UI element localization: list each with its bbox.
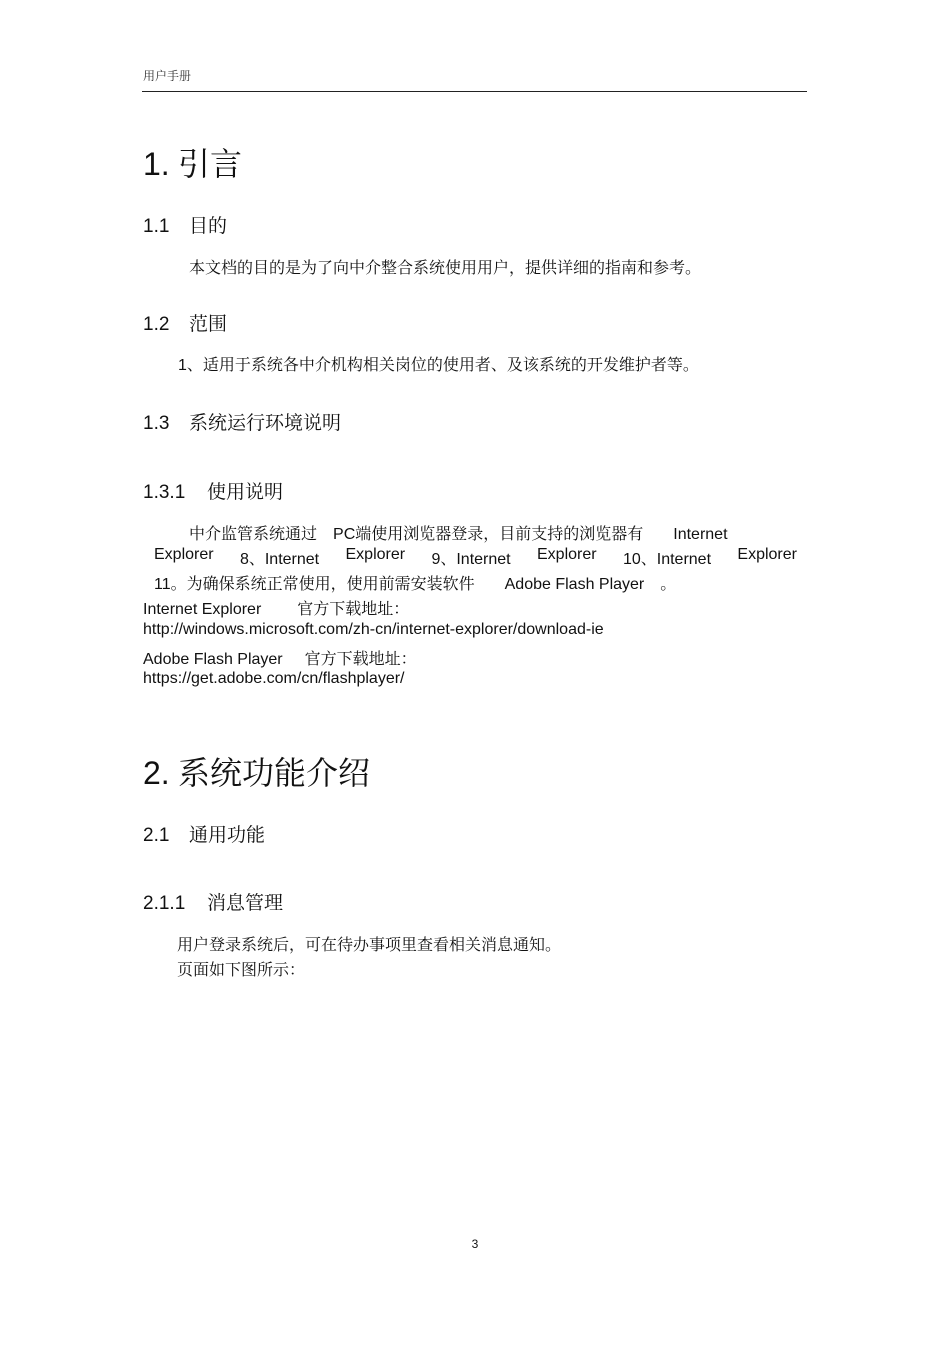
- heading-number: 2.1: [143, 825, 170, 846]
- heading-number: 1.2: [143, 314, 170, 335]
- page-number: 3: [471, 1237, 479, 1251]
- text-run: 8、Internet: [239, 551, 320, 568]
- heading-1-1: [143, 211, 227, 238]
- text-run: Adobe Flash Player: [143, 651, 283, 668]
- flash-download-link[interactable]: https://get.adobe.com/cn/flashplayer/: [143, 670, 405, 687]
- usage-line-2: [154, 546, 797, 569]
- paragraph-purpose: 本文档的目的是为了向中介整合系统使用用户，提供详细的指南和参考。: [189, 260, 702, 277]
- text-run: 10、Internet: [622, 551, 712, 568]
- text-run: Explorer: [737, 546, 797, 563]
- header-divider: [142, 91, 807, 92]
- heading-title: 系统功能介绍: [178, 755, 371, 791]
- text-run: Explorer: [537, 546, 597, 563]
- text-run: 中介监管系统通过: [189, 526, 318, 543]
- text-run: Adobe Flash Player: [504, 576, 645, 593]
- heading-2-1-1: [143, 888, 283, 915]
- heading-title: 目的: [189, 216, 228, 237]
- heading-number: 1.: [143, 146, 170, 182]
- heading-title: 通用功能: [189, 825, 266, 846]
- heading-2: [143, 748, 370, 794]
- heading-number: 1.3: [143, 413, 170, 434]
- heading-title: 使用说明: [207, 482, 284, 503]
- heading-number: 1.3.1: [143, 482, 186, 503]
- flash-download-label: [143, 646, 417, 669]
- paragraph-message-1: 用户登录系统后，可在待办事项里查看相关消息通知。: [177, 937, 562, 954]
- paragraph-scope: 1、适用于系统各中介机构相关岗位的使用者、及该系统的开发维护者等。: [178, 357, 699, 374]
- text-run: 官方下载地址：: [304, 651, 417, 668]
- heading-title: 消息管理: [207, 893, 284, 914]
- paragraph-message-2: 页面如下图所示：: [177, 962, 306, 979]
- usage-line-1: [189, 521, 728, 544]
- heading-1: [143, 139, 242, 185]
- text-run: Explorer: [345, 546, 406, 563]
- text-run: Explorer: [154, 546, 214, 563]
- heading-1-2: [143, 309, 227, 336]
- ie-download-link[interactable]: http://windows.microsoft.com/zh-cn/internet-explorer/download-ie: [143, 621, 604, 638]
- text-run: 11。为确保系统正常使用，使用前需安装软件: [154, 576, 475, 593]
- heading-number: 2.1.1: [143, 893, 186, 914]
- text-run: Internet Explorer: [143, 601, 262, 618]
- heading-1-3-1: [143, 477, 283, 504]
- heading-1-3: [143, 408, 341, 435]
- ie-download-label: [143, 596, 409, 619]
- usage-line-3: [154, 571, 676, 594]
- text-run: PC端使用浏览器登录，目前支持的浏览器有: [333, 526, 644, 543]
- heading-title: 系统运行环境说明: [189, 413, 342, 434]
- text-run: 。: [660, 576, 677, 593]
- text-run: 官方下载地址：: [297, 601, 410, 618]
- heading-number: 2.: [143, 755, 170, 791]
- heading-title: 范围: [189, 314, 228, 335]
- running-header: 用户手册: [143, 69, 192, 83]
- heading-2-1: [143, 820, 265, 847]
- text-run: 9、Internet: [431, 551, 511, 568]
- heading-title: 引言: [178, 146, 243, 182]
- heading-number: 1.1: [143, 216, 170, 237]
- text-run: Internet: [673, 526, 728, 543]
